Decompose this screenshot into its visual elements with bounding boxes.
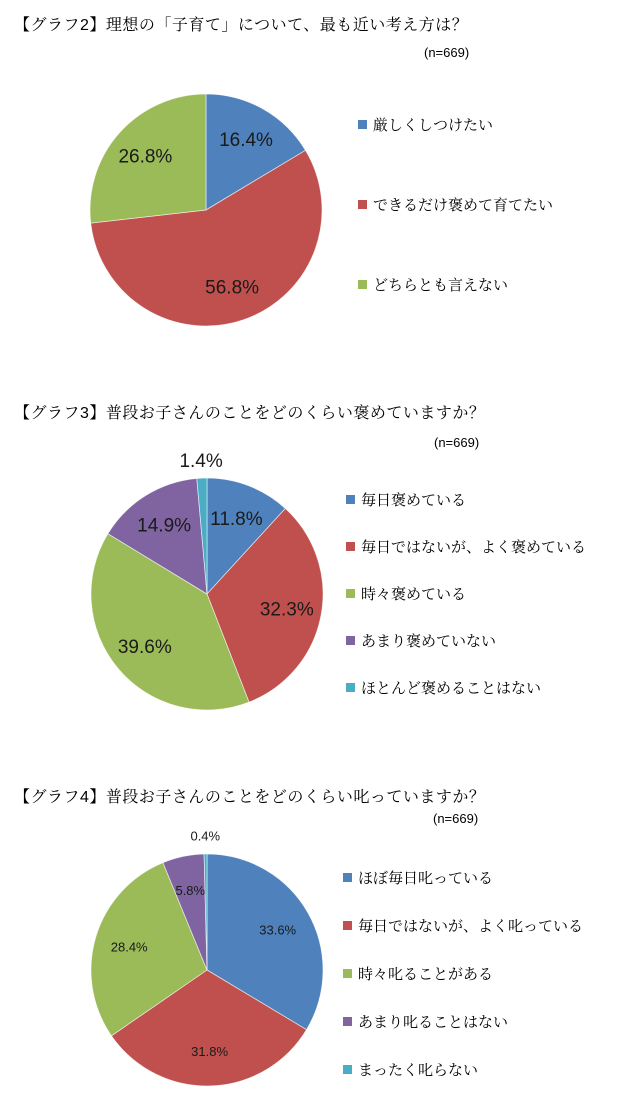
slice-label: 31.8% [191,1043,229,1059]
legend-label: あまり褒めていない [361,632,497,650]
legend-swatch [343,1017,352,1026]
legend-item [343,915,583,935]
slice-label: 39.6% [117,636,172,658]
legend-swatch [343,969,352,978]
legend-item [343,867,583,887]
legend-item [346,489,586,509]
legend-item [346,536,586,556]
pie-chart [76,60,336,335]
legend-item [358,274,553,294]
legend-label: できるだけ褒めて育てたい [373,196,554,214]
chart-legend [343,867,583,1107]
legend-swatch [346,636,355,645]
sample-size-label: (n=669) [433,811,479,826]
legend-item [343,963,583,983]
chart-title: 【グラフ2】理想の「子育て」について、最も近い考え方は？ [14,17,469,34]
legend-swatch [346,589,355,598]
legend-item [343,1011,583,1031]
legend-item [358,114,553,134]
chart-title: 【グラフ3】普段お子さんのことをどのくらい褒めていますか？ [14,405,486,422]
legend-swatch [358,200,367,209]
legend-label: ほとんど褒めることはない [361,679,542,697]
legend-swatch [358,120,367,129]
legend-label: ほぼ毎日叱っている [358,869,494,887]
legend-item [346,583,586,603]
slice-label: 5.8% [175,883,206,899]
slice-label: 16.4% [219,129,273,151]
chart-legend [346,489,586,724]
legend-item [343,1059,583,1079]
legend-label: どちらとも言えない [373,276,509,294]
pie-chart [77,444,337,719]
legend-swatch [343,1065,352,1074]
legend-item [358,194,553,214]
legend-item [346,677,586,697]
legend-label: 毎日ではないが、よく叱っている [358,917,584,935]
legend-swatch [343,921,352,930]
legend-label: 毎日ではないが、よく褒めている [361,538,587,556]
sample-size-label: (n=669) [424,45,470,60]
legend-label: 厳しくしつけたい [373,116,494,134]
slice-label: 56.8% [205,277,260,299]
chart-legend [358,114,553,354]
legend-label: まったく叱らない [358,1061,479,1079]
legend-label: 時々褒めている [361,585,467,603]
legend-label: あまり叱ることはない [358,1013,509,1031]
slice-label: 33.6% [259,922,297,938]
sample-size-label: (n=669) [434,435,480,450]
slice-label-outside: 0.4% [190,828,221,844]
legend-swatch [343,873,352,882]
pie-chart [77,820,337,1095]
legend-swatch [346,542,355,551]
legend-label: 毎日褒めている [361,491,467,509]
legend-swatch [346,495,355,504]
slice-label: 26.8% [118,146,173,168]
slice-label-outside: 1.4% [179,450,223,472]
slice-label: 32.3% [259,599,314,621]
legend-item [346,630,586,650]
legend-label: 時々叱ることがある [358,965,494,983]
slice-label: 11.8% [210,508,263,530]
slice-label: 28.4% [110,939,148,955]
slice-label: 14.9% [137,515,192,537]
chart-title: 【グラフ4】普段お子さんのことをどのくらい叱っていますか？ [14,789,486,806]
legend-swatch [346,683,355,692]
legend-swatch [358,280,367,289]
